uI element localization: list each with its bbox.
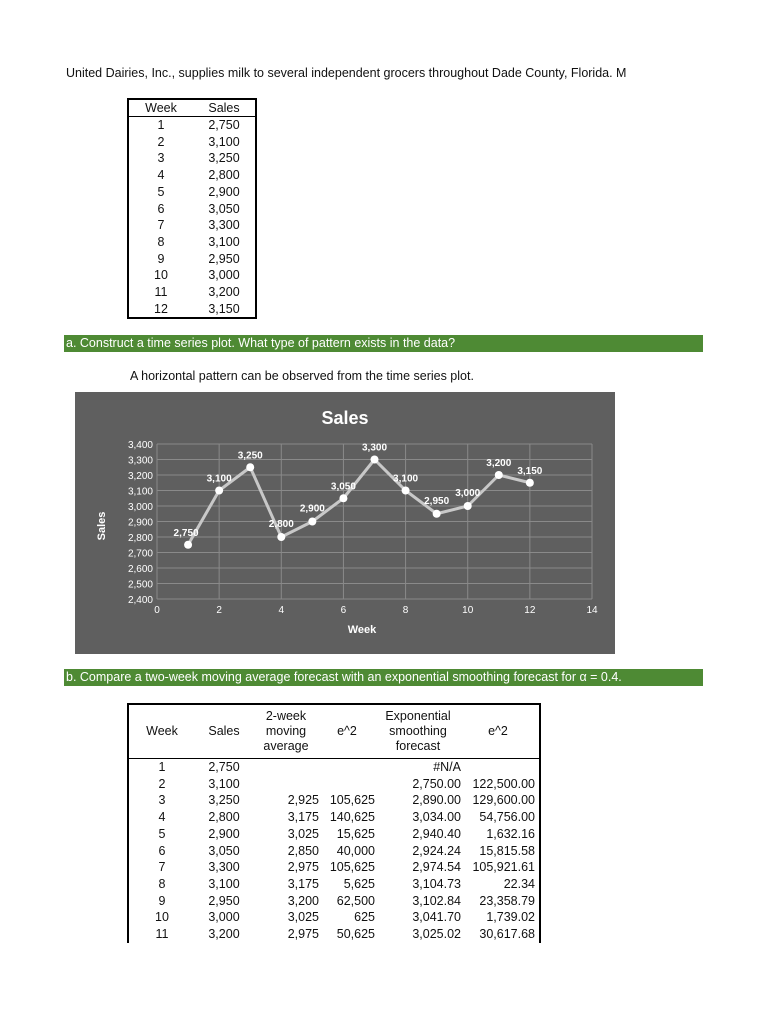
week-cell: 10 xyxy=(155,910,169,925)
x-tick-label: 8 xyxy=(402,605,409,616)
moving-average-cell: 2,975 xyxy=(287,860,319,875)
table-row xyxy=(128,893,540,910)
sales-cell: 3,200 xyxy=(208,285,240,300)
sales-cell: 2,800 xyxy=(208,810,240,825)
week-cell: 7 xyxy=(158,860,166,875)
week-cell: 11 xyxy=(154,285,168,300)
section-b-banner: b. Compare a two-week moving average forecast with an exponential smoothing forecast for α = 0.4. xyxy=(64,669,703,686)
week-cell: 2 xyxy=(157,134,165,149)
table-row xyxy=(128,217,256,234)
table-row xyxy=(128,234,256,251)
data-point-marker xyxy=(402,487,410,495)
data-point-marker xyxy=(464,502,472,510)
data-label: 3,100 xyxy=(393,473,419,485)
week-cell: 9 xyxy=(157,251,165,266)
es-error-squared-cell: 15,815.58 xyxy=(479,843,535,858)
week-cell: 9 xyxy=(158,893,166,908)
sales-cell: 3,100 xyxy=(208,876,240,891)
column-header-week: Week xyxy=(128,99,193,117)
sales-cell: 3,150 xyxy=(208,301,240,316)
data-point-marker xyxy=(339,494,347,502)
column-header-week: Week xyxy=(128,704,195,759)
data-label: 2,750 xyxy=(173,527,199,539)
es-error-squared-cell: 1,739.02 xyxy=(486,910,535,925)
table-row xyxy=(128,776,540,793)
data-label: 2,900 xyxy=(299,503,325,515)
data-point-marker xyxy=(215,487,223,495)
es-error-squared-cell: 23,358.79 xyxy=(479,893,535,908)
sales-cell: 3,200 xyxy=(208,927,240,942)
week-cell: 11 xyxy=(155,927,169,942)
sales-data-table-body xyxy=(128,117,256,319)
moving-average-cell: 3,200 xyxy=(287,893,319,908)
moving-average-cell xyxy=(253,759,319,776)
data-point-marker xyxy=(308,518,316,526)
forecast-table-body xyxy=(128,759,540,943)
sales-cell: 2,750 xyxy=(208,118,240,132)
sales-cell: 2,900 xyxy=(208,826,240,841)
table-row xyxy=(128,117,256,134)
es-error-squared-cell: 129,600.00 xyxy=(472,793,535,808)
y-tick-label: 3,200 xyxy=(127,471,153,482)
sales-cell: 2,800 xyxy=(208,168,240,183)
week-cell: 5 xyxy=(158,826,166,841)
x-tick-label: 0 xyxy=(154,605,160,616)
table-row xyxy=(128,843,540,860)
exp-smoothing-cell: 3,041.70 xyxy=(412,910,461,925)
ma-error-squared-cell: 62,500 xyxy=(336,893,375,908)
x-tick-label: 6 xyxy=(340,605,347,616)
ma-error-squared-cell: 15,625 xyxy=(336,826,375,841)
sales-cell: 3,000 xyxy=(208,910,240,925)
data-label: 3,100 xyxy=(206,473,232,485)
es-error-squared-cell: 122,500.00 xyxy=(472,776,535,791)
data-point-marker xyxy=(526,479,534,487)
ma-error-squared-cell: 50,625 xyxy=(336,927,375,942)
week-cell: 8 xyxy=(158,876,166,891)
x-axis-label: Week xyxy=(347,624,377,636)
forecast-comparison-table xyxy=(127,703,541,943)
sales-cell: 3,300 xyxy=(208,218,240,233)
week-cell: 10 xyxy=(154,268,168,283)
sales-cell: 3,250 xyxy=(208,151,240,166)
data-point-marker xyxy=(277,533,285,541)
exp-smoothing-cell: #N/A xyxy=(433,760,461,774)
y-tick-label: 2,500 xyxy=(127,579,153,591)
exp-smoothing-cell: 2,974.54 xyxy=(412,860,461,875)
moving-average-cell xyxy=(253,776,319,793)
table-row xyxy=(128,134,256,151)
table-row xyxy=(128,150,256,167)
sales-cell: 2,750 xyxy=(208,760,240,774)
sales-series-line xyxy=(188,460,530,545)
table-row xyxy=(128,926,540,943)
table-row xyxy=(128,301,256,319)
column-header-es-error-squared: e^2 xyxy=(461,704,540,759)
moving-average-cell: 2,925 xyxy=(287,793,319,808)
x-tick-label: 2 xyxy=(216,605,222,616)
sales-cell: 2,950 xyxy=(208,251,240,266)
week-cell: 12 xyxy=(154,301,168,316)
es-error-squared-cell: 1,632.16 xyxy=(486,826,535,841)
section-a-banner: a. Construct a time series plot. What type of pattern exists in the data? xyxy=(64,335,703,352)
table-row xyxy=(128,167,256,184)
data-point-marker xyxy=(246,463,254,471)
sales-cell: 2,950 xyxy=(208,893,240,908)
week-cell: 3 xyxy=(158,793,166,808)
table-row xyxy=(128,909,540,926)
ma-error-squared-cell: 40,000 xyxy=(336,843,375,858)
table-row xyxy=(128,826,540,843)
column-header-moving-average: 2-week moving average xyxy=(253,704,319,759)
chart-svg xyxy=(75,392,615,654)
table-row xyxy=(128,809,540,826)
moving-average-cell: 3,025 xyxy=(287,910,319,925)
sales-cell: 2,900 xyxy=(208,184,240,199)
exp-smoothing-cell: 3,034.00 xyxy=(412,810,461,825)
y-tick-label: 2,400 xyxy=(127,595,153,606)
es-error-squared-cell: 105,921.61 xyxy=(472,860,535,875)
table-row xyxy=(128,792,540,809)
y-tick-label: 2,600 xyxy=(127,564,153,575)
week-cell: 7 xyxy=(157,218,165,233)
column-header-exp-smoothing: Exponential smoothing forecast xyxy=(375,704,461,759)
exp-smoothing-cell: 2,940.40 xyxy=(412,826,461,841)
moving-average-cell: 2,975 xyxy=(287,927,319,942)
es-error-squared-cell xyxy=(461,759,540,776)
data-label: 2,800 xyxy=(268,519,294,530)
data-point-marker xyxy=(371,456,379,464)
es-error-squared-cell: 30,617.68 xyxy=(479,927,535,942)
intro-text: United Dairies, Inc., supplies milk to several independent grocers throughout Dade County, Florida. M xyxy=(66,66,627,80)
data-label: 3,300 xyxy=(361,442,388,454)
sales-cell: 3,300 xyxy=(208,860,240,875)
data-label: 3,000 xyxy=(455,488,481,499)
ma-error-squared-cell: 105,625 xyxy=(329,860,375,875)
sales-data-table xyxy=(127,98,257,319)
week-cell: 5 xyxy=(157,184,165,199)
table-row xyxy=(128,201,256,218)
ma-error-squared-cell: 105,625 xyxy=(329,793,375,808)
week-cell: 1 xyxy=(158,760,166,774)
section-a-answer: A horizontal pattern can be observed from the time series plot. xyxy=(130,369,474,383)
sales-time-series-chart xyxy=(75,392,615,654)
sales-cell: 3,100 xyxy=(208,776,240,791)
x-tick-label: 10 xyxy=(462,605,474,616)
week-cell: 1 xyxy=(157,118,165,132)
data-label: 3,250 xyxy=(237,450,263,462)
exp-smoothing-cell: 3,102.84 xyxy=(412,893,461,908)
table-row xyxy=(128,876,540,893)
moving-average-cell: 2,850 xyxy=(287,843,319,858)
sales-cell: 3,250 xyxy=(208,793,240,808)
moving-average-cell: 3,175 xyxy=(287,876,319,891)
x-tick-label: 12 xyxy=(524,605,536,616)
week-cell: 8 xyxy=(157,234,165,249)
table-row xyxy=(128,184,256,201)
week-cell: 6 xyxy=(157,201,165,216)
y-tick-label: 2,800 xyxy=(127,533,153,544)
column-header-sales: Sales xyxy=(193,99,256,117)
table-row xyxy=(128,859,540,876)
ma-error-squared-cell: 625 xyxy=(354,910,375,925)
exp-smoothing-cell: 3,025.02 xyxy=(412,927,461,942)
ma-error-squared-cell: 5,625 xyxy=(343,876,375,891)
week-cell: 2 xyxy=(158,776,166,791)
table-row xyxy=(128,251,256,268)
sales-cell: 3,050 xyxy=(208,843,240,858)
x-tick-label: 14 xyxy=(586,605,598,616)
week-cell: 4 xyxy=(157,168,165,183)
y-tick-label: 3,400 xyxy=(127,440,153,451)
sales-cell: 3,050 xyxy=(208,201,240,216)
data-label: 2,950 xyxy=(424,495,450,507)
x-tick-label: 4 xyxy=(278,605,285,616)
week-cell: 6 xyxy=(158,843,166,858)
es-error-squared-cell: 54,756.00 xyxy=(479,810,535,825)
week-cell: 3 xyxy=(157,151,165,166)
data-point-marker xyxy=(433,510,441,518)
y-tick-label: 2,900 xyxy=(127,517,153,529)
moving-average-cell: 3,175 xyxy=(287,810,319,825)
column-header-sales: Sales xyxy=(195,704,253,759)
chart-title: Sales xyxy=(321,408,369,428)
moving-average-cell: 3,025 xyxy=(287,826,319,841)
exp-smoothing-cell: 2,750.00 xyxy=(412,776,461,791)
y-tick-label: 2,700 xyxy=(127,548,153,560)
y-axis-label: Sales xyxy=(96,511,108,541)
ma-error-squared-cell xyxy=(319,759,375,776)
data-point-marker xyxy=(184,541,192,549)
exp-smoothing-cell: 3,104.73 xyxy=(412,876,461,891)
exp-smoothing-cell: 2,924.24 xyxy=(412,843,461,858)
sales-cell: 3,100 xyxy=(208,134,240,149)
table-row xyxy=(128,267,256,284)
sales-cell: 3,100 xyxy=(208,234,240,249)
ma-error-squared-cell xyxy=(319,776,375,793)
data-label: 3,050 xyxy=(330,481,356,493)
es-error-squared-cell: 22.34 xyxy=(503,876,535,891)
y-tick-label: 3,000 xyxy=(127,502,153,513)
exp-smoothing-cell: 2,890.00 xyxy=(412,793,461,808)
data-label: 3,150 xyxy=(517,465,543,477)
week-cell: 4 xyxy=(158,810,166,825)
sales-cell: 3,000 xyxy=(208,268,240,283)
ma-error-squared-cell: 140,625 xyxy=(329,810,375,825)
table-row xyxy=(128,759,540,776)
data-point-marker xyxy=(495,471,503,479)
column-header-ma-error-squared: e^2 xyxy=(319,704,375,759)
y-tick-label: 3,100 xyxy=(127,486,153,498)
y-tick-label: 3,300 xyxy=(127,455,153,467)
table-row xyxy=(128,284,256,301)
data-label: 3,200 xyxy=(486,458,512,469)
